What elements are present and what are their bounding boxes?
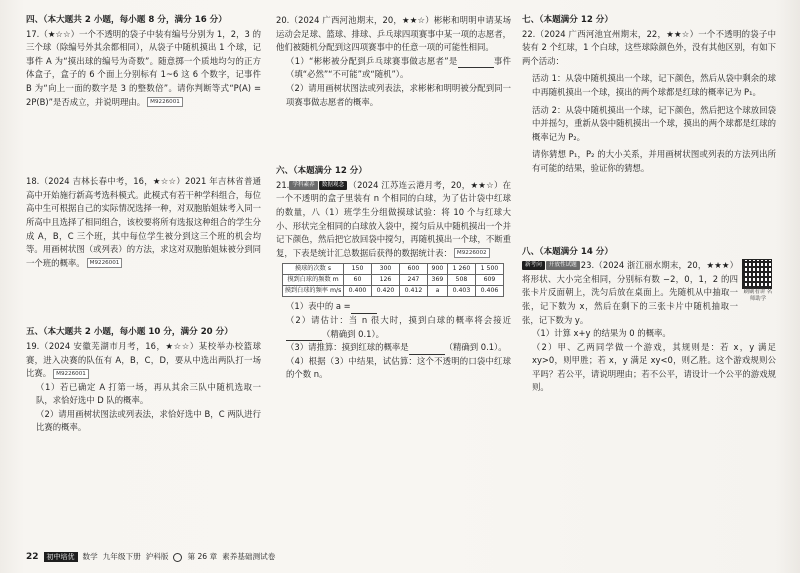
question-21-part-2-tail: （精确到 0.1）。 xyxy=(322,328,385,339)
section-6-heading: 六、（本题满分 12 分） xyxy=(276,166,367,177)
question-21-text: （2024 江苏连云港月考，20，★★☆）在一个不透明的盒子里装有 n 个相同的白球，为了估计袋中红球的数量，八（1）班学生分组做摸球试验：将 10 个与红球大小、形状完全相同的白球放入袋中，搅匀后从中随机摸出一个并记下颜色，然后把它放回袋中搅匀，再随机摸出一个球，不断重复，下表是统计汇总数据后获得的数据统计表： xyxy=(276,179,511,258)
column-middle xyxy=(276,14,511,382)
question-21-part-3-text: （3）请推算：摸到红球的概率是 xyxy=(286,342,409,353)
question-23-part-1: （1）计算 x+y 的结果为 0 的概率。 xyxy=(532,328,671,339)
question-17-code: M9226001 xyxy=(147,97,183,107)
table-cell: 60 xyxy=(344,275,372,286)
answer-blank[interactable] xyxy=(409,345,445,355)
badge-new-direction: 新考向 xyxy=(522,261,545,270)
section-4-heading: 四、（本大题共 2 小题，每小题 8 分，满分 16 分） xyxy=(26,15,227,25)
question-18-text: 18.（2024 吉林长春中考，16，★☆☆）2021 年吉林省普通高中开始施行新高考选科模式。此模式有若干种学科组合，每位高中生可根据自己的实际情况选择一种，对双胞胎姐妹考入同一所高中且选择了相同组合，该校要将所有选报这种组合的学生分成 A，B，C 三个班，其中每位学生被分到这三个班的机会均等。用画树状图（或列表）的方法，求这对双胞胎姐妹被分到同一个班的概率。 xyxy=(26,176,261,268)
table-cell: 1 500 xyxy=(475,264,503,275)
question-21-part-2 xyxy=(276,314,511,341)
table-cell: 0.400 xyxy=(344,286,372,297)
question-22: 22.（2024 广西河池宜州期末，22，★★☆）一个不透明的袋子中装有 2 个红球，1 个白球，这些球除颜色外，没有其他区别，有如下两个活动： xyxy=(522,28,776,66)
question-18 xyxy=(26,175,261,270)
edition-label: 沪科版 xyxy=(145,552,169,561)
bullet-icon xyxy=(173,553,182,562)
page-number: 22 xyxy=(26,552,39,562)
table-cell: 508 xyxy=(447,275,475,286)
question-20-part-1-text: （1）“彬彬被分配到乒乓球赛事做志愿者”是 xyxy=(286,55,458,66)
answer-blank[interactable] xyxy=(351,304,377,314)
table-cell: 0.403 xyxy=(447,286,475,297)
table-cell: 369 xyxy=(427,275,447,286)
question-20-part-1-tail: 事件（填“必然”“不可能”或“随机”）。 xyxy=(286,55,511,80)
table-cell: 126 xyxy=(371,275,399,286)
question-21-part-3 xyxy=(276,341,511,355)
question-23-block xyxy=(522,259,776,395)
question-22-ask: 请你猜想 P₁，P₂ 的大小关系，并用画树状图或列表的方法列出所有可能的结果，验证你的猜想。 xyxy=(532,149,776,173)
column-left xyxy=(26,14,261,435)
question-19-part-1: （1）若已确定 A 打第一场，再从其余三队中随机选取一队，求恰好选中 D 队的概率。 xyxy=(36,381,261,406)
brand-label: 初中培优 xyxy=(44,552,78,562)
question-19 xyxy=(26,340,261,381)
qr-code-icon[interactable] xyxy=(742,259,772,289)
question-19-part-2: （2）请用画树状图法或列表法，求恰好选中 B，C 两队进行比赛的概率。 xyxy=(36,408,261,433)
question-21-part-1-text: （1）表中的 a = xyxy=(286,301,351,312)
question-21-part-2-text: （2）请估计：当 n 很大时，摸到白球的概率将会接近 xyxy=(286,314,511,325)
table-cell: 0.406 xyxy=(475,286,503,297)
test-label: 素养基础测试卷 xyxy=(222,552,276,561)
question-18-code: M9226001 xyxy=(87,258,123,268)
question-20: 20.（2024 广西河池期末，20，★★☆）彬彬和明明申请某场运动会足球、篮球、排球、乒乓球四项赛事中某一项的志愿者，他们被随机分配到这四项赛事中的任意一项的可能性相同。 xyxy=(276,15,511,53)
table-row-header: 摸到白球的频率 m/s xyxy=(283,286,344,297)
badge-subject-literacy: 学科素养 xyxy=(289,181,317,190)
table-cell: 300 xyxy=(371,264,399,275)
question-20-part-1 xyxy=(276,55,511,82)
table-cell: 900 xyxy=(427,264,447,275)
table-cell: 609 xyxy=(475,275,503,286)
question-21-part-3-tail: （精确到 0.1）。 xyxy=(444,342,507,353)
activity-1: 活动 1：从袋中随机摸出一个球，记下颜色，然后从袋中剩余的球中再随机摸出一个球，摸出的两个球都是红球的概率记为 P₁。 xyxy=(532,73,776,97)
question-21-part-1 xyxy=(276,300,511,314)
section-5-heading: 五、（本大题共 2 小题，每小题 10 分，满分 20 分） xyxy=(26,327,233,338)
table-cell: 1 260 xyxy=(447,264,475,275)
section-8-heading: 八、（本题满分 14 分） xyxy=(522,246,613,257)
table-row xyxy=(283,275,504,286)
table-cell: 150 xyxy=(344,264,372,275)
badge-open-question: 开放性试题 xyxy=(546,261,580,270)
question-17 xyxy=(26,28,261,110)
table-cell: a xyxy=(427,286,447,297)
answer-blank[interactable] xyxy=(458,58,494,68)
table-cell: 0.412 xyxy=(399,286,427,297)
question-19-code: M9226001 xyxy=(53,369,89,379)
question-23-text: 23.（2024 浙江丽水期末，20，★★★）将形状、大小完全相同，分别标有数 −2，0，1，2 的四张卡片反面朝上，洗匀后放在桌面上。先随机从中抽取一张，记下数为 x，然后在剩下的三张卡片中随机抽取一张，记下数为 y。 xyxy=(522,260,738,325)
frequency-table xyxy=(282,263,504,297)
section-7-heading: 七、（本题满分 12 分） xyxy=(522,15,613,25)
subject-label: 数学 xyxy=(82,552,98,561)
qr-code-label: 刷刷看讲 名师助学 xyxy=(743,289,773,303)
table-cell: 247 xyxy=(399,275,427,286)
table-cell: 600 xyxy=(399,264,427,275)
activity-2: 活动 2：从袋中随机摸出一个球，记下颜色，然后把这个球放回袋中并摇匀，重新从袋中随机摸出一个球，摸出的两个球都是红球的概率记为 P₂。 xyxy=(532,104,776,142)
grade-label: 九年级下册 xyxy=(102,552,141,561)
question-23 xyxy=(522,259,776,327)
table-row xyxy=(283,264,504,275)
page-footer xyxy=(26,552,275,562)
table-cell: 0.420 xyxy=(371,286,399,297)
chapter-label: 第 26 章 xyxy=(187,552,218,561)
question-21-part-4: （4）根据（3）中结果，试估算：这个不透明的口袋中红球的个数 n。 xyxy=(286,355,511,380)
badge-data-concept: 数据观念 xyxy=(319,181,347,190)
question-23-part-2: （2）甲、乙两同学做一个游戏，其规则是：若 x，y 满足 xy>0，则甲胜；若 x，y 满足 xy<0，则乙胜。这个游戏规则公平吗？若公平，请说明理由；若不公平，请设计一个公平的游戏规则。 xyxy=(532,341,776,393)
answer-blank[interactable] xyxy=(286,331,322,341)
question-21: 21. 学科素养 数据观念 （2024 江苏连云港月考，20，★★☆）在一个不透明的盒子里装有 n 个相同的白球，为了估计袋中红球的数量，八（1）班学生分组做摸球试验：将 10 个与红球大小、形状完全相同的白球放入袋中，搅匀后从中随机摸出一个并记下颜色，然后把它放回袋中搅匀，再随机摸出一个球，不断重复，下表是统计汇总数据后获得的数据统计表： M9226002 xyxy=(276,179,511,258)
table-row-header: 摸球的次数 s xyxy=(283,264,344,275)
question-17-text: 17.（★☆☆）一个不透明的袋子中装有编号分别为 1，2，3 的三个球（除编号外其余都相同），从袋子中随机摸出 1 个球，记事件 A 为“摸出球的编号为奇数”。随意掷一个质地均匀的正方体盒子，盒子的 6 个面上分别标有 1~6 这 6 个数字，记事件 B 为“向上一面的数字是 3 的整数倍”。请你判断等式“P(A) = 2P(B)”是否成立，并说明理由。 xyxy=(26,28,261,107)
table-row-header: 摸到白球的频数 m xyxy=(283,275,344,286)
question-19-text: 19.（2024 安徽芜湖市月考，16，★☆☆）某校举办校篮球赛，进入决赛的队伍有 A，B，C，D，要从中选出两队打一场比赛。 xyxy=(26,340,261,379)
column-right xyxy=(522,14,776,395)
question-21-code: M9226002 xyxy=(454,248,490,258)
table-row xyxy=(283,286,504,297)
question-20-part-2: （2）请用画树状图法或列表法，求彬彬和明明被分配到同一项赛事做志愿者的概率。 xyxy=(286,82,511,107)
